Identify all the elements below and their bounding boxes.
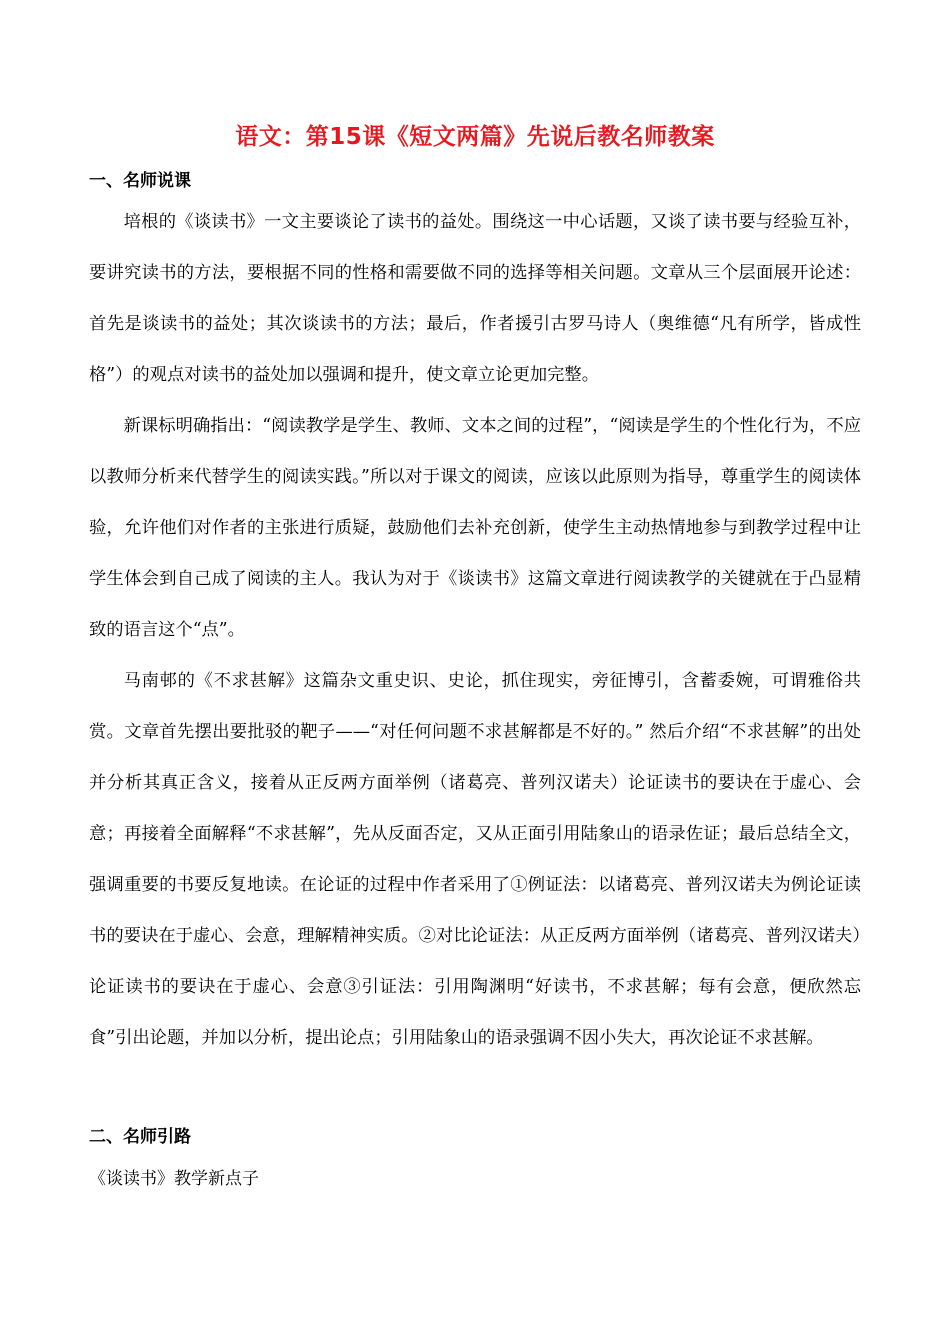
section-body-lecture — [89, 197, 861, 1064]
paragraph-tan-dushu: 培根的《谈读书》一文主要谈论了读书的益处。围绕这一中心话题，又谈了读书要与经验互补，要讲究读书的方法，要根据不同的性格和需要做不同的选择等相关问题。文章从三个层面展开论述：首先是谈读书的益处；其次谈读书的方法；最后，作者援引古罗马诗人（奥维德“凡有所学，皆成性格”）的观点对读书的益处加以强调和提升，使文章立论更加完整。 — [89, 212, 861, 385]
section-heading-lecture: 一、名师说课 — [89, 171, 191, 191]
paragraph-new-curriculum: 新课标明确指出：“阅读教学是学生、教师、文本之间的过程”，“阅读是学生的个性化行为，不应以教师分析来代替学生的阅读实践。”所以对于课文的阅读，应该以此原则为指导，尊重学生的阅读体验，允许他们对作者的主张进行质疑，鼓励他们去补充创新，使学生主动热情地参与到教学过程中让学生体会到自己成了阅读的主人。我认为对于《谈读书》这篇文章进行阅读教学的关键就在于凸显精致的语言这个“点”。 — [89, 416, 861, 640]
paragraph-buqiu-shenjie: 马南邨的《不求甚解》这篇杂文重史识、史论，抓住现实，旁征博引，含蓄委婉，可谓雅俗共赏。文章首先摆出要批驳的靶子——“对任何问题不求甚解都是不好的。” 然后介绍“不求甚解”的出处并分析其真正含义，接着从正反两方面举例（诸葛亮、普列汉诺夫）论证读书的要诀在于虚心、会意；再接着全面解释“不求甚解”，先从反面否定，又从正面引用陆象山的语录佐证；最后总结全文，强调重要的书要反复地读。在论证的过程中作者采用了①例证法：以诸葛亮、普列汉诺夫为例论证读书的要诀在于虚心、会意，理解精神实质。②对比论证法：从正反两方面举例（诸葛亮、普列汉诺夫）论证读书的要诀在于虚心、会意③引证法：引用陶渊明“好读书，不求甚解；每有会意，便欣然忘食”引出论题，并加以分析，提出论点；引用陆象山的语录强调不因小失大，再次论证不求甚解。 — [89, 671, 861, 1048]
section-subtitle: 《谈读书》教学新点子 — [89, 1169, 259, 1189]
section-heading-guide: 二、名师引路 — [89, 1127, 191, 1147]
document-title: 语文：第15课《短文两篇》先说后教名师教案 — [235, 124, 715, 150]
